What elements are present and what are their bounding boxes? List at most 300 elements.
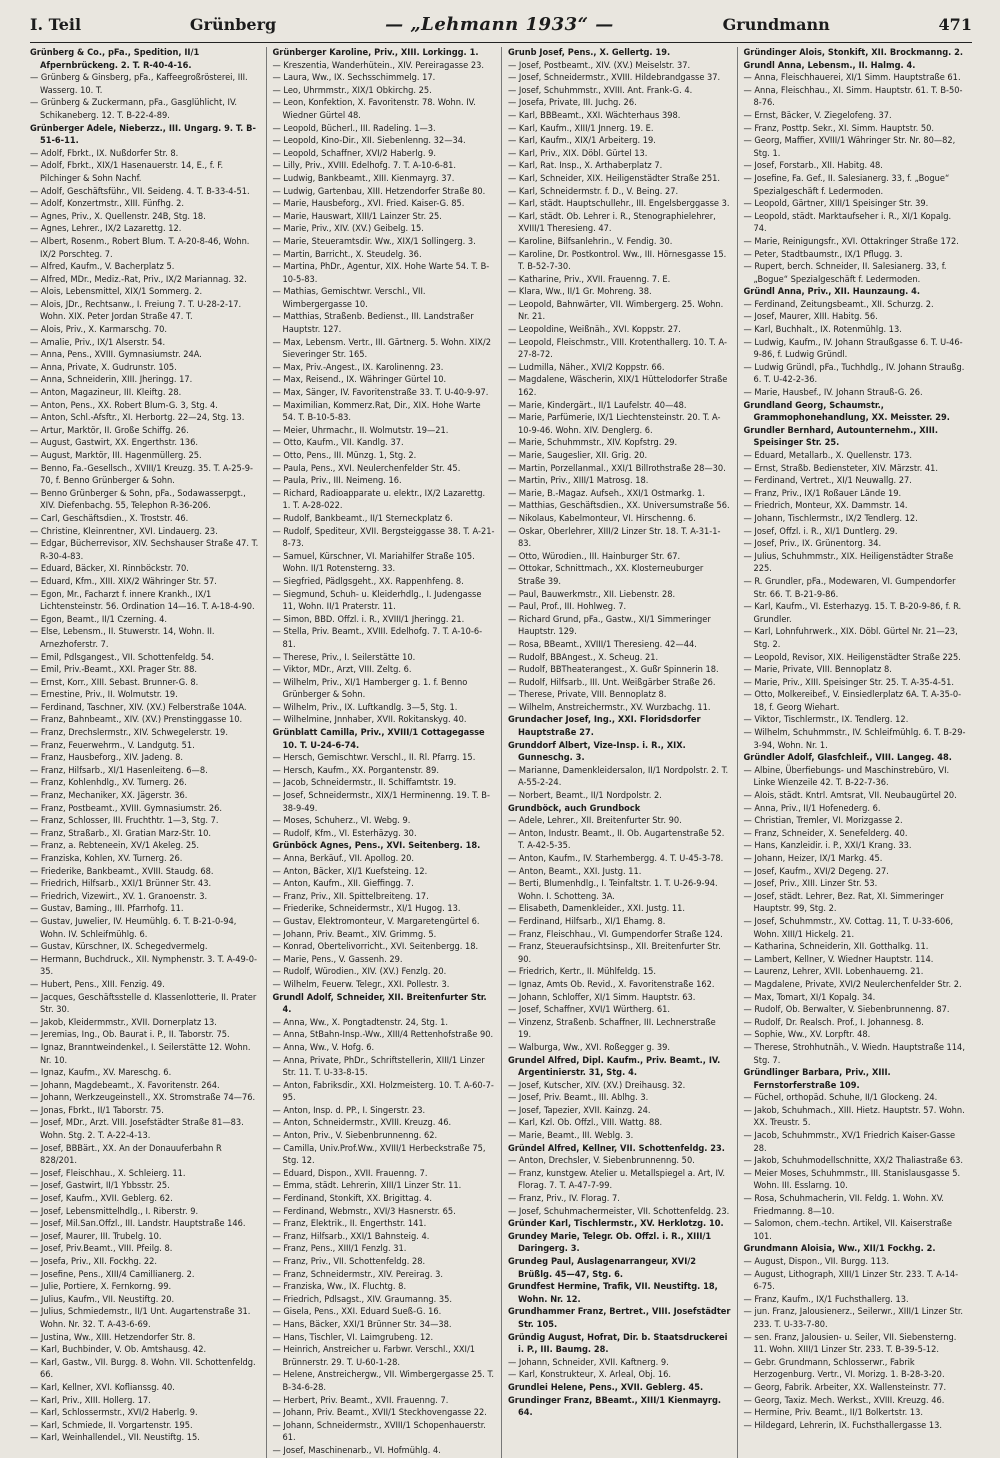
column-2 bbox=[266, 47, 502, 1458]
directory-entry: — Mathias, Gemischtwr. Verschl., VII. Wimbergergasse 10. bbox=[272, 286, 426, 310]
directory-entry: — Anna, Private, PhDr., Schriftstellerin, XIII/1 Linzer Str. 11. T. U-33-8-15. bbox=[272, 1054, 485, 1079]
directory-entry: — Anton, Priv., V. Siebenbrunnenng. 62. bbox=[272, 1130, 438, 1142]
directory-entry: — Jakob, Schuhmodellschnitte, XX/2 Thaliastraße 63. bbox=[743, 1155, 963, 1167]
directory-entry: — Hermine, Priv. Beamt., II/1 Bolkertstr. 13. bbox=[743, 1407, 924, 1419]
directory-entry: — Christian, Tremler, VI. Morizgasse 2. bbox=[743, 815, 903, 827]
directory-entry: — Karl, Schlossermstr., XVI/2 Haberlg. 9. bbox=[30, 1407, 198, 1419]
directory-entry: Gründig August, Hofrat, Dir. b. Staatsdruckerei i. P., III. Baumg. 28. bbox=[508, 1331, 728, 1356]
directory-entry: — Amalie, Priv., IX/1 Alserstr. 54. bbox=[30, 336, 166, 348]
directory-entry: — Katharina, Schneiderin, XII. Gotthalkg. 11. bbox=[743, 941, 929, 953]
directory-entry: — Franz, Posttp. Sekr., XI. Simm. Hauptstr. 50. bbox=[743, 122, 935, 134]
directory-entry: — Leopold, Bahnwärter, VII. Wimbergerg. 25. Wohn. Nr. 21. bbox=[508, 298, 724, 323]
directory-entry: Grundböck, auch Grundbock bbox=[508, 802, 641, 814]
directory-entry: — Anton, Pens., XX. Robert Blum-G. 3, Stg. 4. bbox=[30, 399, 218, 411]
directory-entry: — Josef, Schneidermstr., XVIII. Hildebrandgasse 37. bbox=[508, 72, 721, 84]
directory-entry: — Karl, Buchbinder, V. Ob. Amtshausg. 42. bbox=[30, 1344, 207, 1356]
directory-entry: — Artur, Marktör, II. Große Schiffg. 26. bbox=[30, 424, 189, 436]
directory-entry: — Justina, Ww., XIII. Hetzendorfer Str. 8. bbox=[30, 1331, 196, 1343]
directory-entry: Grundinger Franz, BBeamt., XIII/1 Kienmayrg. 64. bbox=[508, 1394, 722, 1419]
directory-entry: — Karl, städt. Ob. Lehrer i. R., Stenographielehrer, XVIII/1 Theresieng. 47. bbox=[508, 210, 716, 235]
directory-entry: — Adolf, Fbrkt., XIX/1 Hasenauerstr. 14, E., f. F. Pilchinger & Sohn Nachf. bbox=[30, 160, 224, 184]
directory-entry: — Berti, Blumenhdlg., I. Teinfaltstr. 1. T. U-26-9-94. Wohn. I. Schotteng. 3A. bbox=[508, 878, 718, 902]
directory-entry: — Emil, Pdlsgangest., VII. Schottenfeldg. 54. bbox=[30, 651, 214, 663]
directory-entry: — Marianne, Damenkleidersalon, II/1 Nordpolstr. 2. T. A-55-2-24. bbox=[508, 764, 729, 789]
directory-entry: — Josef, Priv.Beamt., VIII. Pfeilg. 8. bbox=[30, 1243, 173, 1255]
directory-entry: — Rupert, berch. Schneider, II. Salesianerg. 33, f. „Bogue“ Spezialgeschäft f. Ledermoden. bbox=[743, 261, 947, 285]
directory-entry: — Anton, Insp. d. PP., I. Singerstr. 23. bbox=[272, 1104, 426, 1116]
directory-entry: — Josef, Maschinenarb., VI. Hofmühlg. 4. bbox=[272, 1444, 441, 1456]
directory-entry: Grünberger Karoline, Priv., XIII. Lorkingg. 1. bbox=[272, 47, 479, 58]
directory-entry: — Rudolf, BBTheaterangest., X. Gußr Spinnerin 18. bbox=[508, 664, 719, 676]
directory-entry: — Marie, Hausbef., IV. Johann Strauß-G. 26. bbox=[743, 387, 923, 399]
directory-entry: — Laura, Ww., IX. Sechsschimmelg. 17. bbox=[272, 72, 436, 84]
directory-entry: — Anna, Ww., V. Hofg. 6. bbox=[272, 1041, 375, 1053]
directory-entry: Grundlei Helene, Pens., XVII. Geblerg. 45. bbox=[508, 1381, 704, 1393]
directory-entry: — Anna, Berkäuf., VII. Apollog. 20. bbox=[272, 853, 415, 864]
last-name-keyword: Grundmann bbox=[722, 15, 830, 34]
directory-entry: — Franz, Schlosser, III. Fruchthtr. 1—3, Stg. 7. bbox=[30, 815, 219, 827]
directory-entry: — Karl, Priv., XIX. Döbl. Gürtel 13. bbox=[508, 147, 648, 159]
directory-entry: — Laurenz, Lehrer, XVII. Lobenhauerng. 21. bbox=[743, 966, 924, 978]
directory-entry: — Josefine, Pens., XIII/4 Camillianerg. 2. bbox=[30, 1268, 195, 1280]
directory-entry: — Friederike, Bankbeamt., XVIII. Staudg. 68. bbox=[30, 865, 214, 877]
directory-entry: — Franziska, Kohlen, XV. Turnerg. 26. bbox=[30, 853, 183, 864]
directory-entry: — Ferdinand, Vertret., XI/1 Neuwallg. 27. bbox=[743, 475, 912, 487]
directory-entry: — Johann, Schloffer, XI/1 Simm. Hauptstr. 63. bbox=[508, 991, 696, 1003]
directory-entry: — Matthias, Geschäftsdien., XX. Universumstraße 56. bbox=[508, 500, 730, 512]
directory-entry: Grunb Josef, Pens., X. Gellertg. 19. bbox=[508, 47, 671, 58]
directory-entry: — Anna, StBahn-Insp.-Ww., XIII/4 Rettenhofstraße 90. bbox=[272, 1029, 494, 1041]
directory-entry: — Karl, Schmiede, II. Vorgartenstr. 195. bbox=[30, 1419, 193, 1431]
directory-entry: — Therese, Strohhutnäh., V. Wiedn. Hauptstraße 114, Stg. 7. bbox=[743, 1041, 965, 1066]
directory-entry: — Alfred, MDr., Mediz.-Rat, Priv., IX/2 Mariannag. 32. bbox=[30, 273, 247, 285]
directory-entry: — Josef, Fleischhau., X. Schleierg. 11. bbox=[30, 1167, 186, 1179]
directory-entry: — Camilla, Univ.Prof.Ww., XVIII/1 Herbeckstraße 75, Stg. 12. bbox=[272, 1142, 486, 1167]
directory-entry: — Therese, Private, VIII. Bennoplatz 8. bbox=[508, 689, 667, 701]
directory-entry: — Karl, Kzl. Ob. Offzl., VIII. Wattg. 88. bbox=[508, 1117, 663, 1129]
directory-entry: — Karl, Kellner, XVI. Koflianssg. 40. bbox=[30, 1381, 175, 1393]
directory-entry: — Siegfried, Pädlgsgeht., XX. Rappenhfeng. 8. bbox=[272, 575, 464, 587]
directory-entry: — Josef, Schaffner, XVI/1 Würtherg. 61. bbox=[508, 1004, 671, 1016]
directory-entry: — Christine, Kleinrentner, XVI. Lindauerg. 23. bbox=[30, 525, 218, 537]
directory-entry: — Friedrich, Kertr., II. Mühlfeldg. 15. bbox=[508, 966, 657, 978]
directory-entry: — Samuel, Kürschner, VI. Mariahilfer Straße 105. Wohn. II/1 Rotensterng. 33. bbox=[272, 550, 475, 575]
directory-entry: — Paul, Prof., III. Hohlweg. 7. bbox=[508, 601, 627, 613]
directory-entry: — Füchel, orthopäd. Schuhe, II/1 Glockeng. 24. bbox=[743, 1092, 938, 1104]
directory-entry: — Josef, Priv., IX. Grünentorg. 34. bbox=[743, 538, 882, 550]
directory-entry: — Anton, Fabriksdir., XXI. Holzmeisterg. 10. T. A-60-7-95. bbox=[272, 1079, 494, 1104]
directory-entry: — Jacob, Schuhmmstr., XV/1 Friedrich Kaiser-Gasse 28. bbox=[743, 1130, 956, 1154]
directory-entry: — Josefa, Priv., XII. Fockhg. 22. bbox=[30, 1256, 158, 1267]
directory-entry: — Georg, Fabrik. Arbeiter, XX. Wallensteinstr. 77. bbox=[743, 1381, 947, 1393]
directory-entry: — Josef, Forstarb., XII. Habitg. 48. bbox=[743, 160, 883, 172]
directory-entry: Grundey Marie, Telegr. Ob. Offzl. i. R., XIII/1 Daringerg. 3. bbox=[508, 1230, 712, 1255]
directory-entry: — Marie, Schuhmmstr., XIV. Kopfstrg. 29. bbox=[508, 437, 678, 449]
directory-entry: — Franz, Steueraufsichtsinsp., XII. Breitenfurter Str. 90. bbox=[508, 941, 721, 965]
directory-entry: Grundacher Josef, Ing., XXI. Floridsdorfer Hauptstraße 27. bbox=[508, 714, 701, 739]
directory-entry: — Max, Sänger, IV. Favoritenstraße 33. T. U-40-9-97. bbox=[272, 387, 489, 399]
directory-entry: — Josef, Schneidermstr., XIX/1 Herminenng. 19. T. B-38-9-49. bbox=[272, 790, 490, 814]
directory-entry: Gründlinger Barbara, Priv., XIII. Fernstorferstraße 109. bbox=[743, 1067, 891, 1091]
directory-entry: Grünberger Adele, Nieberzz., III. Ungarg. 9. T. B-51-6-11. bbox=[30, 122, 256, 147]
directory-entry: — Anton, Beamt., XXI. Justg. 11. bbox=[508, 865, 642, 877]
directory-entry: — Josef, Priv. Beamt., III. Ablhg. 3. bbox=[508, 1092, 649, 1104]
directory-entry: — Vinzenz, Straßenb. Schaffner, III. Lechnerstraße 19. bbox=[508, 1016, 716, 1041]
directory-entry: — Else, Lebensm., II. Stuwerstr. 14, Wohn. II. Arnezhoferstr. 7. bbox=[30, 626, 215, 650]
directory-entry: — Anton, Kaufm., XII. Gieffingg. 7. bbox=[272, 878, 414, 890]
directory-entry: — Karl, Priv., XIII. Hollerg. 17. bbox=[30, 1394, 151, 1406]
directory-entry: — Ferdinand, Zeitungsbeamt., XII. Schurzg. 2. bbox=[743, 298, 934, 310]
directory-entry: — Adele, Lehrer., XII. Breitenfurter Str. 90. bbox=[508, 815, 682, 827]
directory-entry: — Franz, Priv., VII. Schottenfeldg. 28. bbox=[272, 1256, 426, 1267]
directory-entry: — Georg, Taxiz. Mech. Werkst., XVIII. Kreuzg. 46. bbox=[743, 1394, 945, 1406]
directory-entry: — Josef, Kaufm., XVI/2 Degeng. 27. bbox=[743, 865, 889, 877]
directory-entry: — Paula, Priv., III. Neimeng. 16. bbox=[272, 475, 402, 487]
directory-entry: — Adolf, Konzertmstr., XIII. Fünfhg. 2. bbox=[30, 198, 184, 210]
directory-entry: — Marie, Beamt., III. Weblg. 3. bbox=[508, 1130, 634, 1142]
directory-entry: Gründer Karl, Tischlermstr., XV. Herklotzg. 10. bbox=[508, 1218, 724, 1230]
directory-entry: — Franz, Pens., XIII/1 Fenzlg. 31. bbox=[272, 1243, 407, 1255]
directory-entry: — Hersch, Kaufm., XX. Porgantenstr. 89. bbox=[272, 764, 439, 776]
directory-entry: — Ludwig, Gartenbau, XIII. Hetzendorfer Straße 80. bbox=[272, 185, 486, 197]
entry-columns bbox=[30, 47, 972, 1456]
directory-entry: — Konrad, Obertelivorricht., XVI. Seitenbergg. 18. bbox=[272, 941, 479, 953]
directory-entry: — Richard, Radioapparate u. elektr., IX/2 Lazarettg. 1. T. A-28-022. bbox=[272, 487, 486, 512]
directory-entry: — Lilly, Priv., XVIII. Edelhofg. 7. T. A-10-6-81. bbox=[272, 160, 457, 172]
directory-entry: — Agnes, Priv., X. Quellenstr. 24B, Stg. 18. bbox=[30, 210, 206, 222]
directory-entry: — Josef, Maurer, XIII. Habitg. 56. bbox=[743, 311, 878, 323]
directory-entry: — Ignaz, Amts Ob. Revid., X. Favoritenstraße 162. bbox=[508, 978, 715, 990]
directory-entry: — Josef, Schuhmmstr., XV. Cottag. 11, T. U-33-606, Wohn. XIII/1 Hickelg. 21. bbox=[743, 915, 954, 940]
directory-entry: — Friederike, Schneidermstr., XI/1 Hugog. 13. bbox=[272, 903, 461, 915]
directory-entry: — Alois, städt. Kntrl. Amtsrat, VII. Neubaugürtel 20. bbox=[743, 790, 957, 802]
directory-entry: — Franz, Feuerwehrm., V. Landgutg. 51. bbox=[30, 739, 195, 751]
directory-entry: — Gustav, Juwelier, IV. Heumühlg. 6. T. B-21-0-94, Wohn. IV. Schleifmühlg. 6. bbox=[30, 915, 237, 940]
directory-entry: — Ludmilla, Näher., XVI/2 Koppstr. 66. bbox=[508, 361, 665, 373]
directory-entry: — Max, Priv.-Angest., IX. Karolinenng. 23. bbox=[272, 361, 444, 373]
directory-entry: Gründinger Alois, Stonkift, XII. Brockmanng. 2. bbox=[743, 47, 964, 58]
directory-entry: — Gustav, Elektromonteur, V. Margaretengürtel 6. bbox=[272, 915, 480, 927]
directory-entry: — Ferdinand, Webmstr., XVI/3 Hasnerstr. 65. bbox=[272, 1205, 456, 1217]
directory-entry: — Anna, Priv., II/1 Hofenederg. 6. bbox=[743, 802, 881, 814]
directory-entry: — Eduard, Dispon., XVII. Frauenng. 7. bbox=[272, 1167, 428, 1179]
directory-entry: — Max, Reisend., IX. Währinger Gürtel 10. bbox=[272, 374, 447, 386]
directory-entry: — Albert, Rosenm., Robert Blum. T. A-20-8-46, Wohn. IX/2 Porschteg. 7. bbox=[30, 235, 250, 260]
directory-entry: — Marie, B.-Magaz. Aufseh., XXI/1 Ostmarkg. 1. bbox=[508, 487, 705, 499]
directory-entry: — Jonas, Fbrkt., II/1 Taborstr. 75. bbox=[30, 1104, 164, 1116]
directory-entry: — Otto, Molkereibef., V. Einsiedlerplatz 6A. T. A-35-0-18, f. Georg Wiehart. bbox=[743, 689, 962, 713]
directory-entry: — Josef, Maurer, III. Trubelg. 10. bbox=[30, 1230, 162, 1242]
directory-entry: — Alois, Priv., X. Karmarschg. 70. bbox=[30, 324, 168, 336]
directory-entry: — Karl, Lohnfuhrwerk., XIX. Döbl. Gürtel Nr. 21—23, Stg. 2. bbox=[743, 626, 958, 650]
directory-entry: — Josef, BBBärt., XX. An der Donauuferbahn R 828/201. bbox=[30, 1142, 222, 1167]
directory-entry: — Viktor, Tischlermstr., IX. Tendlerg. 12. bbox=[743, 714, 909, 726]
directory-entry: — Leon, Konfektion, X. Favoritenstr. 78. Wohn. IV. Wiedner Gürtel 48. bbox=[272, 97, 476, 121]
directory-entry: — Viktor, MDr., Arzt, VIII. Zeltg. 6. bbox=[272, 664, 412, 676]
directory-entry: — Franz, Kohlenhdlg., XV. Turnerg. 26. bbox=[30, 777, 187, 789]
directory-entry: — Benno Grünberger & Sohn, pFa., Sodawasserpgt., XIV. Diefenbachg. 55, Telephon R-36-206. bbox=[30, 487, 246, 512]
directory-entry: — Franz, Straßarb., XI. Gratian Marz-Str. 10. bbox=[30, 827, 212, 839]
directory-entry: — Wilhelm, Priv., IX. Luftkandlg. 3—5, Stg. 1. bbox=[272, 701, 458, 713]
directory-entry: — Franz, Hilfsarb., XXI/1 Bahnsteig. 4. bbox=[272, 1230, 430, 1242]
directory-entry: — Max, Tomart, XI/1 Kopalg. 34. bbox=[743, 991, 876, 1003]
directory-entry: — Karl, Weinhallendel., VII. Neustiftg. 15. bbox=[30, 1432, 200, 1444]
directory-entry: — Karl, Kaufm., XIX/1 Arbeiterg. 19. bbox=[508, 135, 656, 147]
directory-entry: — Karl, städt. Hauptschullehr., III. Engelsberggasse 3. bbox=[508, 198, 730, 210]
directory-entry: — Josef, MDr., Arzt. VIII. Josefstädter Straße 81—83. Wohn. Stg. 2. T. A-22-4-13. bbox=[30, 1117, 244, 1142]
directory-entry: — Franz, Schneider, X. Senefelderg. 40. bbox=[743, 827, 908, 839]
directory-entry: — Franziska, Ww., IX. Fluchtg. 8. bbox=[272, 1281, 407, 1293]
directory-entry: — Josef, städt. Lehrer, Bez. Rat, XI. Simmeringer Hauptstr. 99, Stg. 2. bbox=[743, 890, 944, 915]
directory-entry: — August, Marktör, III. Hagenmüllerg. 25. bbox=[30, 450, 202, 461]
directory-entry: Grundl Anna, Lebensm., II. Halmg. 4. bbox=[743, 59, 916, 71]
directory-entry: — Josef, Kutscher, XIV. (XV.) Dreihausg. 32. bbox=[508, 1079, 686, 1091]
directory-entry: — Martin, Priv., XIII/1 Matrosg. 18. bbox=[508, 475, 649, 487]
directory-entry: — Anton, Industr. Beamt., II. Ob. Augartenstraße 52. T. A-42-5-35. bbox=[508, 827, 725, 852]
directory-entry: — Elisabeth, Damenkleider., XXI. Justg. 11. bbox=[508, 903, 686, 915]
directory-entry: Grundel Alfred, Dipl. Kaufm., Priv. Beamt., IV. Argentinierstr. 31, Stg. 4. bbox=[508, 1054, 721, 1079]
directory-entry: Grundeg Paul, Auslagenarrangeur, XVI/2 Brüßlg. 45—47, Stg. 6. bbox=[508, 1256, 697, 1280]
directory-entry: — Josefine, Fa. Gef., II. Salesianerg. 33, f. „Bogue“ Spezialgeschäft f. Ledermoden. bbox=[743, 172, 950, 197]
directory-entry: — Rudolf, Spediteur, XVII. Bergsteiggasse 38. T. A-21-8-73. bbox=[272, 525, 495, 550]
directory-entry: — Jakob, Schuhmach., XIII. Hietz. Hauptstr. 57. Wohn. XX. Treustr. 5. bbox=[743, 1104, 965, 1129]
directory-entry: — Gustav, Kürschner, IX. Schegedvermelg. bbox=[30, 941, 208, 953]
directory-entry: — Franz, Hilfsarb., XI/1 Hasenleiteng. 6—8. bbox=[30, 764, 208, 776]
directory-entry: — Karoline, Bilfsanlehrin., V. Fendig. 30. bbox=[508, 235, 673, 247]
directory-entry: — Marie, Parfümerie, IX/1 Liechtensteinstr. 20. T. A-10-9-46. Wohn. XIV. Denglerg. 6. bbox=[508, 412, 721, 436]
page-header bbox=[30, 14, 972, 43]
directory-entry: — Nikolaus, Kabelmonteur, VI. Hirschenng. 6. bbox=[508, 512, 696, 524]
directory-entry: — Sophie, Ww., XV. Lorpftr. 48. bbox=[743, 1029, 871, 1041]
directory-entry: — Alois, JDr., Rechtsanw., I. Freiung 7. T. U-28-2-17. Wohn. XIX. Peter Jordan Straße 47. T. bbox=[30, 298, 242, 323]
directory-entry: — Franz, Drechslermstr., XIV. Schwegelerstr. 19. bbox=[30, 727, 228, 739]
directory-entry: — Gisela, Pens., XXI. Eduard Sueß-G. 16. bbox=[272, 1306, 442, 1318]
directory-entry: — Hermann, Buchdruck., XII. Nymphenstr. 3. T. A-49-0-35. bbox=[30, 953, 258, 978]
directory-entry: — Josef, Gastwirt, II/1 Ybbsstr. 25. bbox=[30, 1180, 170, 1192]
directory-entry: — Siegmund, Schuh- u. Kleiderhdlg., I. Judengasse 11, Wohn. II/1 Praterstr. 11. bbox=[272, 588, 482, 613]
directory-entry: — Grünberg & Zuckermann, pFa., Gasglühlicht, IV. Schikaneberg. 12. T. B-22-4-89. bbox=[30, 97, 238, 121]
directory-entry: — Ignaz, Kaufm., XV. Mareschg. 6. bbox=[30, 1067, 172, 1079]
directory-entry: — Anna, Private, X. Gudrunstr. 105. bbox=[30, 361, 177, 373]
directory-entry: — Marie, Steueramtsdir. Ww., XIX/1 Sollingerg. 3. bbox=[272, 235, 476, 247]
directory-entry: Gründler Adolf, Glasfchleif., VIII. Langeg. 48. bbox=[743, 752, 952, 764]
directory-entry: — August, Dispon., VII. Burgg. 113. bbox=[743, 1256, 890, 1267]
directory-entry: — Paula, Pens., XVI. Neulerchenfelder Str. 45. bbox=[272, 462, 461, 474]
directory-entry: — Franz, Priv., XII. Spittelbreiteng. 17. bbox=[272, 890, 429, 902]
directory-entry: — Klara, Ww., II/1 Gr. Mohreng. 38. bbox=[508, 286, 652, 298]
directory-entry: — Eduard, Kfm., XIII. XIX/2 Währinger Str. 57. bbox=[30, 575, 217, 587]
directory-entry: — Johann, Schneider, XVII. Kaftnerg. 9. bbox=[508, 1356, 669, 1368]
directory-entry: — Rudolf, Würodien., XIV. (XV.) Fenzlg. 20. bbox=[272, 966, 447, 978]
directory-entry: — Josef, Priv., XIII. Linzer Str. 53. bbox=[743, 878, 878, 890]
directory-entry: — Otto, Würodien., III. Hainburger Str. 67. bbox=[508, 550, 681, 562]
directory-entry: — Karl, Schneider, XIX. Heiligenstädter Straße 251. bbox=[508, 172, 721, 184]
directory-entry: — Max, Lebensm. Vertr., III. Gärtnerg. 5. Wohn. XIX/2 Sieveringer Str. 165. bbox=[272, 336, 491, 361]
directory-entry: — Leopold, Gärtner, XIII/1 Speisinger Str. 39. bbox=[743, 198, 929, 210]
directory-entry: — Karoline, Dr. Postkontrol. Ww., III. Hörnesgasse 15. T. B-52-7-30. bbox=[508, 248, 727, 273]
directory-entry: — Franz, Fleischhau., VI. Gumpendorfer Straße 124. bbox=[508, 928, 723, 940]
directory-entry: — Leo, Uhrmmstr., XIX/1 Obkirchg. 25. bbox=[272, 84, 432, 96]
directory-entry: — August, Lithograph, XIII/1 Linzer Str. 233. T. A-14-6-75. bbox=[743, 1268, 959, 1293]
directory-entry: — Karl, Gastw., VII. Burgg. 8. Wohn. VII. Schottenfeldg. 66. bbox=[30, 1356, 256, 1381]
directory-entry: — Hans, Bäcker, XXI/1 Brünner Str. 34—38. bbox=[272, 1318, 452, 1330]
directory-entry: — Friedrich, Vizewirt., XV. 1. Granoenstr. 3. bbox=[30, 890, 208, 902]
directory-entry: — Franz, a. Rebteneein, XV/1 Akeleg. 25. bbox=[30, 840, 199, 852]
directory-entry: — Marie, Hauswart, XIII/1 Lainzer Str. 25. bbox=[272, 210, 442, 222]
directory-entry: — Franz, Kaufm., IX/1 Fuchsthallerg. 13. bbox=[743, 1293, 909, 1305]
directory-entry: — Marie, Priv., XIV. (XV.) Geibelg. 15. bbox=[272, 223, 424, 235]
directory-entry: — jun. Franz, Jalousienerz., Seilerwr., XIII/1 Linzer Str. 233. T. U-33-7-80. bbox=[743, 1306, 963, 1330]
directory-entry: — Magdalene, Wäscherin, XIX/1 Hüttelodorfer Straße 162. bbox=[508, 374, 728, 399]
directory-entry: — Helene, Anstreichergw., VII. Wimbergergasse 25. T. B-34-6-28. bbox=[272, 1369, 495, 1393]
directory-entry: Grundfest Hermine, Trafik, VII. Neustiftg. 18, Wohn. Nr. 12. bbox=[508, 1281, 718, 1305]
directory-entry: — Martina, PhDr., Agentur, XIX. Hohe Warte 54. T. B-10-5-83. bbox=[272, 261, 490, 285]
directory-entry: — Magdalene, Private, XVI/2 Neulerchenfelder Str. 2. bbox=[743, 978, 962, 990]
directory-entry: — Jacques, Geschäftsstelle d. Klassenlotterie, II. Prater Str. 30. bbox=[30, 991, 257, 1016]
directory-entry: — Anton, Kaufm., IV. Starhembergg. 4. T. U-45-3-78. bbox=[508, 853, 724, 864]
directory-entry: — Leopold, Revisor, XIX. Heiligenstädter Straße 225. bbox=[743, 651, 961, 663]
directory-entry: — Rosa, BBeamt., XVIII/1 Theresieng. 42—44. bbox=[508, 638, 697, 650]
directory-entry: — Karl, Rat. Insp., X. Arthaberplatz 7. bbox=[508, 160, 663, 172]
directory-entry: — Rudolf, BBAngest., X. Scheug. 21. bbox=[508, 651, 659, 663]
directory-entry: — Anton, Magazineur, III. Kleiftg. 28. bbox=[30, 387, 182, 399]
directory-entry: — Jeremias, Ing., Ob. Baurat i. P., II. Taborstr. 75. bbox=[30, 1029, 230, 1041]
directory-entry: — Gustav, Baming., III. Pfarrhofg. 11. bbox=[30, 903, 184, 915]
directory-entry: — Lambert, Kellner, V. Wiedner Hauptstr. 114. bbox=[743, 953, 934, 965]
directory-entry: — Karl, Buchhalt., IX. Rotenmühlg. 13. bbox=[743, 324, 902, 336]
directory-entry: — Egon, Mr., Facharzt f. innere Krankh., IX/1 Lichtensteinstr. 56. Ordination 14—16. T. A-18-4-90. bbox=[30, 588, 255, 613]
column-4 bbox=[737, 47, 973, 1458]
directory-entry: — August, Gastwirt, XX. Engerthstr. 136. bbox=[30, 437, 199, 449]
directory-entry: — Karl, BBBeamt., XXI. Wächterhaus 398. bbox=[508, 109, 681, 121]
directory-entry: — Hans, Tischler, VI. Laimgrubeng. 12. bbox=[272, 1331, 434, 1343]
directory-entry: Grundhammer Franz, Bertret., VIII. Josefstädter Str. 105. bbox=[508, 1306, 731, 1330]
directory-entry: — Martin, Barricht., X. Steudelg. 36. bbox=[272, 248, 422, 260]
directory-entry: — Johann, Priv. Beamt., XVII/1 Steckhovengasse 22. bbox=[272, 1407, 487, 1419]
directory-entry: — Ludwig, Bankbeamt., XIII. Kienmayrg. 37. bbox=[272, 172, 455, 184]
directory-entry: — Emil, Priv.-Beamt., XXI. Prager Str. 88. bbox=[30, 664, 198, 676]
directory-entry: — Franz, Mechaniker, XX. Jägerstr. 36. bbox=[30, 790, 188, 802]
directory-entry: — Adolf, Geschäftsführ., VII. Seideng. 4. T. B-33-4-51. bbox=[30, 185, 250, 197]
directory-entry: — Josef, Schuhmmstr., XVIII. Ant. Frank-G. 4. bbox=[508, 84, 693, 96]
publication-title: — „Lehmann 1933“ — bbox=[385, 14, 614, 35]
directory-entry: — Anton, Drechsler, V. Siebenbrunnenng. 50. bbox=[508, 1155, 695, 1167]
column-3 bbox=[501, 47, 737, 1458]
directory-entry: — Johann, Magdebeamt., X. Favoritenstr. 264. bbox=[30, 1079, 220, 1091]
directory-entry: — Anton, Schl.-Afsftr., XI. Herbortg. 22—24, Stg. 13. bbox=[30, 412, 245, 424]
directory-entry: — Anton, Schneidermstr., XVIII. Kreuzg. 46. bbox=[272, 1117, 452, 1129]
directory-entry: — Julie, Portiere, X. Fernkorng. 99. bbox=[30, 1281, 172, 1293]
directory-entry: — Walburga, Ww., XVI. Roßegger g. 39. bbox=[508, 1041, 671, 1053]
directory-entry: — Simon, BBD. Offzl. i. R., XVIII/1 Jheringg. 21. bbox=[272, 613, 465, 625]
directory-entry: — Friedrich, Monteur, XX. Dammstr. 14. bbox=[743, 500, 908, 512]
directory-entry: — Rudolf, Ob. Berwalter, V. Siebenbrunnenng. 87. bbox=[743, 1004, 950, 1016]
directory-entry: — Marie, Saugeslier, XII. Grig. 20. bbox=[508, 450, 648, 461]
directory-entry: — Marie, Reinigungsfr., XVI. Ottakringer Straße 172. bbox=[743, 235, 959, 247]
directory-entry: — Jakob, Kleidermmstr., XVII. Dornerplatz 13. bbox=[30, 1016, 217, 1028]
directory-entry: — Anton, Bäcker, XI/1 Kuefsteing. 12. bbox=[272, 865, 428, 877]
column-1 bbox=[30, 47, 266, 1458]
directory-entry: — sen. Franz, Jalousien- u. Seiler, VII. Siebensterng. 11. Wohn. XIII/1 Linzer Str. 233. T. B-39-5-12. bbox=[743, 1331, 957, 1356]
directory-entry: — Julius, Schuhmmstr., XIX. Heiligenstädter Straße 225. bbox=[743, 550, 954, 575]
directory-entry: — Franz, Schneidermstr., XIV. Pereirag. 3. bbox=[272, 1268, 443, 1280]
directory-entry: — Marie, Kindergärt., II/1 Laufelstr. 40—48. bbox=[508, 399, 687, 411]
directory-entry: Grünblatt Camilla, Priv., XVIII/1 Cottagegasse 10. T. U-24-6-74. bbox=[272, 727, 485, 751]
directory-entry: — Matthias, Straßenb. Bedienst., III. Landstraßer Hauptstr. 127. bbox=[272, 311, 474, 336]
directory-entry: — Anna, Pens., XVIII. Gymnasiumstr. 24A. bbox=[30, 349, 202, 361]
directory-entry: — Wilhelm, Anstreichermstr., XV. Wurzbachg. 11. bbox=[508, 701, 711, 713]
directory-entry: — Rudolf, Kfm., VI. Esterhäzyg. 30. bbox=[272, 827, 417, 839]
directory-entry: — Herbert, Priv. Beamt., XVII. Frauenng. 7. bbox=[272, 1394, 449, 1406]
directory-entry: — Johann, Heizer, IX/1 Markg. 45. bbox=[743, 853, 883, 864]
directory-entry: — Salomon, chem.-techn. Artikel, VII. Kaiserstraße 101. bbox=[743, 1218, 952, 1242]
directory-entry: — Karl, Schneidermstr. f. D., V. Being. 27. bbox=[508, 185, 679, 197]
directory-entry: — Josef, Tapezier, XVII. Kainzg. 24. bbox=[508, 1104, 651, 1116]
directory-entry: — Alfred, Kaufm., V. Bacherplatz 5. bbox=[30, 261, 175, 273]
directory-entry: — Marie, Private, VIII. Bennoplatz 8. bbox=[743, 664, 892, 676]
directory-entry: — Josef, Postbeamt., XIV. (XV.) Meiselstr. 37. bbox=[508, 59, 691, 71]
directory-entry: — Franz, kunstgew. Atelier u. Metallspiegel a. Art, IV. Florag. 7. T. A-47-7-99. bbox=[508, 1167, 725, 1192]
directory-entry: — R. Grundler, pFa., Modewaren, VI. Gumpendorfer Str. 66. T. B-21-9-86. bbox=[743, 575, 956, 600]
directory-entry: — Peter, Stadtbaumstr., IX/1 Pflugg. 3. bbox=[743, 248, 903, 260]
directory-entry: — Ernst, Bäcker, V. Ziegelofeng. 37. bbox=[743, 109, 892, 121]
section-label: I. Teil bbox=[30, 15, 82, 34]
directory-entry: — Kreszentia, Wanderhütein., XIV. Pereiragasse 23. bbox=[272, 59, 484, 71]
directory-entry: — Leopold, städt. Marktaufseher i. R., XI/1 Kopalg. 74. bbox=[743, 210, 952, 235]
directory-entry: — Richard Grund, pFa., Gastw., XI/1 Simmeringer Hauptstr. 129. bbox=[508, 613, 711, 638]
directory-entry: — Ludwig, Kaufm., IV. Johann Straußgasse 6. T. U-46-9-86, f. Ludwig Gründl. bbox=[743, 336, 963, 361]
directory-entry: — Wilhelmine, Jnnhaber, XVII. Rokitanskyg. 40. bbox=[272, 714, 467, 726]
directory-entry: — Carl, Geschäftsdien., X. Troststr. 46. bbox=[30, 512, 189, 524]
directory-entry: — Eduard, Metallarb., X. Quellenstr. 173. bbox=[743, 450, 913, 461]
directory-entry: — Leopoldine, Weißnäh., XVI. Koppstr. 27. bbox=[508, 324, 681, 336]
directory-entry: — Maximilian, Kommerz.Rat, Dir., XIX. Hohe Warte 54. T. B-10-5-83. bbox=[272, 399, 481, 424]
directory-entry: — Norbert, Beamt., II/1 Nordpolstr. 2. bbox=[508, 790, 662, 802]
directory-entry: Gründl Anna, Priv., XII. Haunzaung. 4. bbox=[743, 286, 921, 298]
directory-entry: — Otto, Pens., III. Münzg. 1, Stg. 2. bbox=[272, 450, 417, 461]
directory-entry: — Agnes, Lehrer., IX/2 Lazarettg. 12. bbox=[30, 223, 182, 235]
directory-entry: Grundler Bernhard, Autounternehm., XIII. Speisinger Str. 25. bbox=[743, 424, 938, 449]
directory-entry: — Egon, Beamt., II/1 Czerning. 4. bbox=[30, 613, 168, 625]
directory-entry: — Anna, Schneiderin, XIII. Jheringg. 17. bbox=[30, 374, 193, 386]
directory-entry: — Karl, Kaufm., VI. Esterhazyg. 15. T. B-20-9-86, f. R. Grundler. bbox=[743, 601, 962, 625]
directory-entry: — Wilhelm, Schuhmmstr., IV. Schleifmühlg. 6. T. B-29-3-94, Wohn. Nr. 1. bbox=[743, 727, 966, 751]
directory-entry: — Anna, Fleischhauerei, XI/1 Simm. Hauptstraße 61. bbox=[743, 72, 961, 84]
directory-entry: — Hubert, Pens., XIII. Fenzig. 49. bbox=[30, 978, 165, 990]
directory-entry: — Leopold, Bücherl., III. Radeling. 1—3. bbox=[272, 122, 436, 134]
directory-entry: — Franz, Elektrik., II. Engerthstr. 141. bbox=[272, 1218, 427, 1230]
directory-entry: — Rudolf, Bankbeamt., II/1 Sterneckplatz 6. bbox=[272, 512, 453, 524]
page-number: 471 bbox=[938, 15, 972, 34]
directory-entry: Gründel Alfred, Kellner, VII. Schottenfeldg. 23. bbox=[508, 1142, 725, 1154]
directory-entry: — Josef, Schuhmachermeister, VII. Schottenfeldg. 23. bbox=[508, 1205, 730, 1217]
directory-entry: — Grünberg & Ginsberg, pFa., Kaffeegroßrösterei, III. Wasserg. 10. T. bbox=[30, 72, 248, 96]
directory-entry: — Hildegard, Lehrerin, IX. Fuchsthallergasse 13. bbox=[743, 1419, 942, 1431]
directory-entry: — Karl, Kaufm., XIII/1 Jnnerg. 19. E. bbox=[508, 122, 654, 134]
directory-entry: — Johann, Werkzeugeinstell., XX. Stromstraße 74—76. bbox=[30, 1092, 256, 1104]
directory-entry: — Josef, Offzl. i. R., XI/1 Duntlerg. 29. bbox=[743, 525, 898, 537]
directory-entry: — Benno, Fa.-Gesellsch., XVIII/1 Kreuzg. 35. T. A-25-9-70, f. Benno Grünberger & Sohn. bbox=[30, 462, 254, 487]
directory-entry: — Johann, Priv. Beamt., XIV. Grimmg. 5. bbox=[272, 928, 437, 940]
directory-entry: — Leopold, Kino-Dir., XII. Siebenlenng. 32—34. bbox=[272, 135, 466, 147]
directory-entry: Grundland Georg, Schaumstr., Grammophonehandlung, XX. Meisster. 29. bbox=[743, 399, 950, 424]
directory-entry: Grünberg & Co., pFa., Spedition, II/1 Afpernbrückeng. 2. T. R-40-4-16. bbox=[30, 47, 200, 71]
directory-entry: — Josef, Kaufm., XVII. Geblerg. 62. bbox=[30, 1193, 173, 1205]
directory-entry: — Franz, Postbeamt., XVIII. Gymnasiumstr. 26. bbox=[30, 802, 222, 814]
directory-entry: — Ferdinand, Stonkift, XX. Brigittag. 4. bbox=[272, 1193, 433, 1205]
directory-entry: — Friedrich, Pdlsagst., XIV. Graumanng. 35. bbox=[272, 1293, 452, 1305]
directory-entry: — Franz, Hausbeforg., XIV. Jadeng. 8. bbox=[30, 752, 184, 764]
